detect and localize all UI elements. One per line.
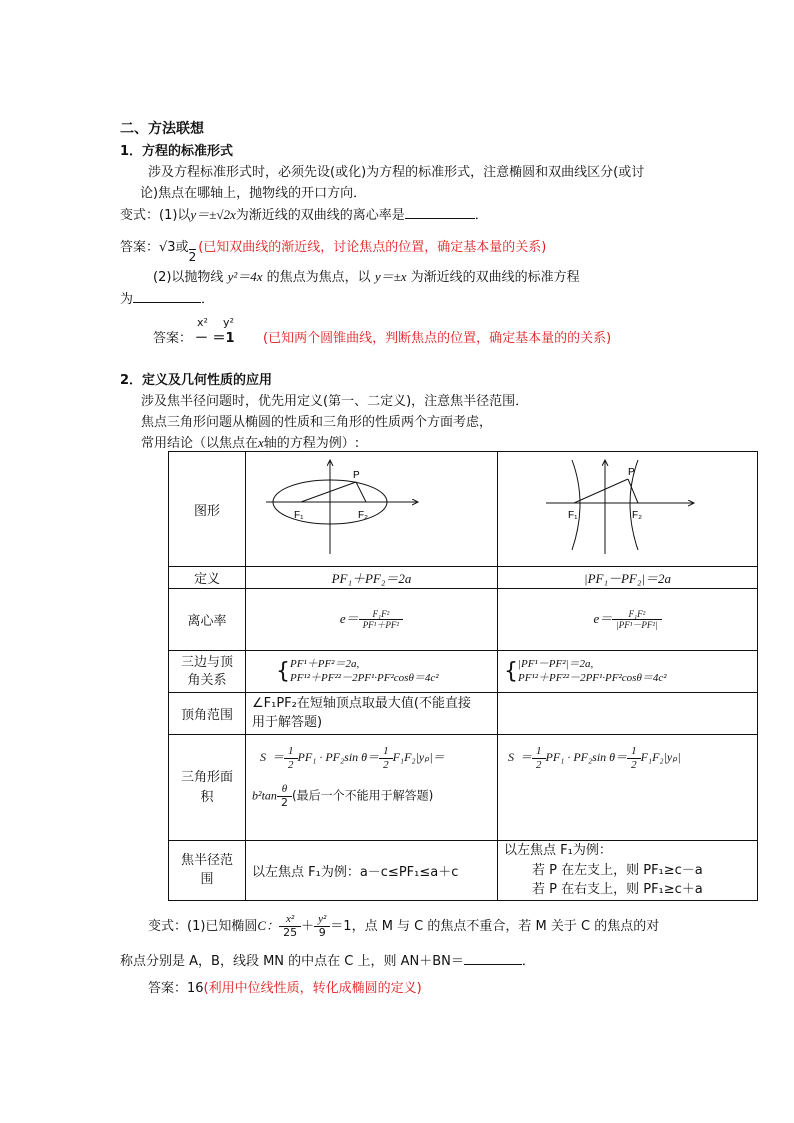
hyperbola-figure-cell xyxy=(498,452,758,567)
half-fraction xyxy=(532,745,546,771)
row-label-definition: 定义 xyxy=(169,567,246,589)
ecc-denominator: |PF¹－PF²| xyxy=(616,620,658,631)
focus-f1-label: F₁ xyxy=(294,510,304,521)
answer-3-note: (利用中位线性质，转化成椭圆的定义) xyxy=(203,981,422,996)
hyperbola-eccentricity xyxy=(498,589,758,651)
row-label-focal-radius xyxy=(169,841,246,901)
ellipse-figure-cell xyxy=(246,452,498,567)
section-title: 二、方法联想 xyxy=(120,121,204,137)
variant-2-text-c: 为渐近线的双曲线的标准方程 xyxy=(410,270,580,285)
hyperbola-left-branch xyxy=(572,460,580,550)
variant-3-line2-text: 称点分别是 A，B，线段 MN 的中点在 C 上，则 AN＋BN＝ xyxy=(120,954,464,969)
row-label-relation-line2: 角关系 xyxy=(187,672,227,688)
ellipse-definition: PF₁＋PF₂＝2a xyxy=(246,567,498,589)
y-frac-num: y² xyxy=(314,913,330,927)
theta-fraction xyxy=(277,783,292,809)
area-btan: b²tan xyxy=(252,788,277,803)
hyperbola-angle xyxy=(498,693,758,735)
variant-2-line1 xyxy=(153,266,580,285)
para-standard-form-line1: 涉及方程标准形式时，必须先设(或化)为方程的标准形式，注意椭圆和双曲线区分(或讨 xyxy=(148,165,645,180)
variant-2-text-b: 的焦点为焦点，以 xyxy=(266,270,371,285)
point-p-label: P xyxy=(353,470,360,481)
hyperbola-figure xyxy=(498,452,756,562)
hyperbola-relation-eq2: PF¹²＋PF²²－2PF¹·PF²cosθ＝4c² xyxy=(518,671,667,684)
variant-1 xyxy=(120,204,488,223)
hyperbola-focal-line2: 若 P 在左支上，则 PF₁≥c－a xyxy=(532,862,703,878)
answer-blank xyxy=(133,290,201,303)
table-row-focal-radius xyxy=(169,841,758,901)
variant-1-equation: y＝±√2x xyxy=(190,207,236,222)
half-fraction xyxy=(627,745,641,771)
answer-1-label: 答案： xyxy=(120,240,160,255)
variant-2-asymptote: y＝±x xyxy=(374,269,407,284)
ecc-numerator: F₁F² xyxy=(612,609,661,620)
area-s: S xyxy=(508,749,514,764)
area-note: (最后一个不能用于解答题) xyxy=(291,788,434,803)
half-den: 2 xyxy=(383,758,389,771)
answer-3 xyxy=(148,977,422,996)
variant-2-text-d: 为 xyxy=(120,292,134,307)
x-frac-num: x² xyxy=(279,913,301,927)
table-row-angle xyxy=(169,693,758,735)
focus-f2-label: F₂ xyxy=(358,510,368,521)
half-den: 2 xyxy=(536,758,542,771)
answer-3-label: 答案：16 xyxy=(148,981,204,996)
focus-f2-label: F₂ xyxy=(632,510,642,521)
row-label-angle: 顶角范围 xyxy=(169,693,246,735)
ellipse-eccentricity xyxy=(246,589,498,651)
variant-1-suffix: 为渐近线的双曲线的离心率是 xyxy=(235,208,405,223)
table-row-relation xyxy=(169,651,758,693)
hyperbola-focal-line3: 若 P 在右支上，则 PF₁≥c＋a xyxy=(532,882,703,898)
ellipse-angle xyxy=(246,693,498,735)
answer-1-denominator: 2 xyxy=(188,250,197,264)
ecc-numerator: F₁F² xyxy=(359,609,403,620)
area-mid1: PF₁ · PF₂sin θ＝ xyxy=(297,749,380,764)
area-eq: ＝ xyxy=(520,749,533,764)
row-label-area-line2: 积 xyxy=(200,789,214,805)
para-standard-form-line2: 论)焦点在哪轴上，抛物线的开口方向． xyxy=(140,186,367,201)
row-label-eccentricity: 离心率 xyxy=(169,589,246,651)
variant-2-parabola: y²＝4x xyxy=(227,269,263,284)
variant-3-c: C： xyxy=(257,917,280,933)
plus-sign: ＋ xyxy=(301,918,315,934)
row-label-focal-line2: 围 xyxy=(200,871,214,887)
half-num: 1 xyxy=(379,745,393,759)
row-label-relation xyxy=(169,651,246,693)
hyperbola-definition: |PF₁－PF₂|＝2a xyxy=(498,567,758,589)
focus-f1-label: F₁ xyxy=(568,510,578,521)
common-results-a: 常用结论（以焦点在 xyxy=(141,436,259,451)
ellipse-focal-radius: 以左焦点 F₁为例：a－c≤PF₁≤a＋c xyxy=(246,841,498,901)
half-fraction xyxy=(284,745,298,771)
variant-3-suffix: ＝1，点 M 与 C 的焦点不重合，若 M 关于 C 的焦点的对 xyxy=(330,918,660,934)
table-row-eccentricity xyxy=(169,589,758,651)
x-fraction xyxy=(279,913,301,939)
theta-num: θ xyxy=(277,783,292,797)
table-row-figure xyxy=(169,452,758,567)
para-common-results xyxy=(141,432,359,451)
ellipse-relation-system xyxy=(290,658,439,686)
row-label-figure: 图形 xyxy=(169,452,246,567)
y-frac-den: 9 xyxy=(318,925,326,939)
period: ． xyxy=(474,208,488,223)
answer-2-equation: － ＝1 xyxy=(195,331,235,346)
answer-2-note: (已知两个圆锥曲线，判断焦点的位置，确定基本量的的关系) xyxy=(263,331,612,346)
answer-1-note: (已知双曲线的渐近线，讨论焦点的位置，确定基本量的关系) xyxy=(198,240,547,255)
answer-blank xyxy=(464,952,522,965)
heading-definition-geometry: 2．定义及几何性质的应用 xyxy=(120,373,273,388)
focal-line-1 xyxy=(301,482,356,502)
period: ． xyxy=(201,292,215,307)
hyperbola-area-formula xyxy=(504,745,751,771)
hyperbola-relation-system xyxy=(518,658,667,686)
variant-3-line2 xyxy=(120,950,535,969)
y-fraction xyxy=(314,913,330,939)
brace-symbol: { xyxy=(276,658,290,684)
hyperbola-focal-radius xyxy=(498,841,758,901)
row-label-area-line1: 三角形面 xyxy=(180,770,233,785)
brace-symbol: { xyxy=(504,658,518,684)
para-focal-triangle: 焦点三角形问题从椭圆的性质和三角形的性质两个方面考虑， xyxy=(141,415,493,430)
ellipse-ecc-fraction xyxy=(359,609,403,631)
half-num: 1 xyxy=(532,745,546,759)
area-mid1: PF₁ · PF₂sin θ＝ xyxy=(545,749,628,764)
half-fraction xyxy=(379,745,393,771)
ellipse-angle-line1: ∠F₁PF₂在短轴顶点取最大值(不能直接 xyxy=(252,696,471,712)
table-row-definition xyxy=(169,567,758,589)
ellipse-relation-eq2: PF¹²＋PF²²－2PF¹·PF²cosθ＝4c² xyxy=(290,671,439,684)
answer-2-label: 答案： xyxy=(153,331,193,346)
focal-line-2 xyxy=(628,479,638,503)
ecc-e: e＝ xyxy=(593,611,613,627)
answer-2-num1: x² xyxy=(197,316,208,329)
point-p-label: P xyxy=(628,467,635,478)
common-results-x: x xyxy=(258,435,264,450)
common-results-b: 轴的方程为例）: xyxy=(263,436,360,451)
ecc-e: e＝ xyxy=(339,611,359,627)
row-label-area xyxy=(169,735,246,841)
half-den: 2 xyxy=(631,758,637,771)
ellipse-area xyxy=(246,735,498,841)
row-label-relation-line1: 三边与顶 xyxy=(180,654,233,670)
area-eq: ＝ xyxy=(272,749,285,764)
ellipse-relation-eq1: PF¹＋PF²＝2a, xyxy=(290,657,360,670)
area-s: S xyxy=(260,749,266,764)
answer-1 xyxy=(120,236,547,264)
period: ． xyxy=(521,954,535,969)
focal-line-2 xyxy=(356,482,366,502)
conic-properties-table xyxy=(168,451,758,901)
half-num: 1 xyxy=(284,745,298,759)
hyperbola-area xyxy=(498,735,758,841)
area-mid2: F₁F₂|yₚ|＝ xyxy=(392,749,445,764)
ecc-denominator: PF¹＋PF² xyxy=(362,620,400,631)
para-focal-radius: 涉及焦半径问题时，优先用定义(第一、二定义)，注意焦半径范围． xyxy=(141,394,529,409)
half-den: 2 xyxy=(288,758,294,771)
hyperbola-focal-line1: 以左焦点 F₁为例： xyxy=(504,843,612,859)
hyperbola-relation xyxy=(498,651,758,693)
row-label-focal-line1: 焦半径范 xyxy=(180,853,233,869)
ellipse-area-line2 xyxy=(252,783,491,809)
theta-den: 2 xyxy=(280,795,288,809)
heading-standard-form: 1．方程的标准形式 xyxy=(120,144,234,159)
variant-3-line1 xyxy=(148,903,659,939)
answer-2-num2: y² xyxy=(223,316,234,329)
ellipse-angle-line2: 用于解答题) xyxy=(252,714,323,730)
variant-2-line2 xyxy=(120,288,214,307)
ellipse-area-formula xyxy=(252,745,491,771)
variant-3-prefix: 变式：(1)已知椭圆 xyxy=(148,918,258,934)
focal-line-1 xyxy=(574,479,628,503)
hyperbola-ecc-fraction xyxy=(612,609,661,631)
table-row-area xyxy=(169,735,758,841)
x-frac-den: 25 xyxy=(283,925,298,939)
hyperbola-relation-eq1: |PF¹－PF²|＝2a, xyxy=(518,657,594,670)
variant-2-text-a: (2)以抛物线 xyxy=(153,270,224,285)
half-num: 1 xyxy=(627,745,641,759)
answer-blank xyxy=(405,206,475,219)
variant-1-prefix: 变式：(1)以 xyxy=(120,208,191,223)
ellipse-figure xyxy=(246,452,496,562)
area-mid2: F₁F₂|yₚ| xyxy=(640,749,681,764)
answer-1-math: √3或 xyxy=(159,240,189,255)
ellipse-relation xyxy=(246,651,498,693)
